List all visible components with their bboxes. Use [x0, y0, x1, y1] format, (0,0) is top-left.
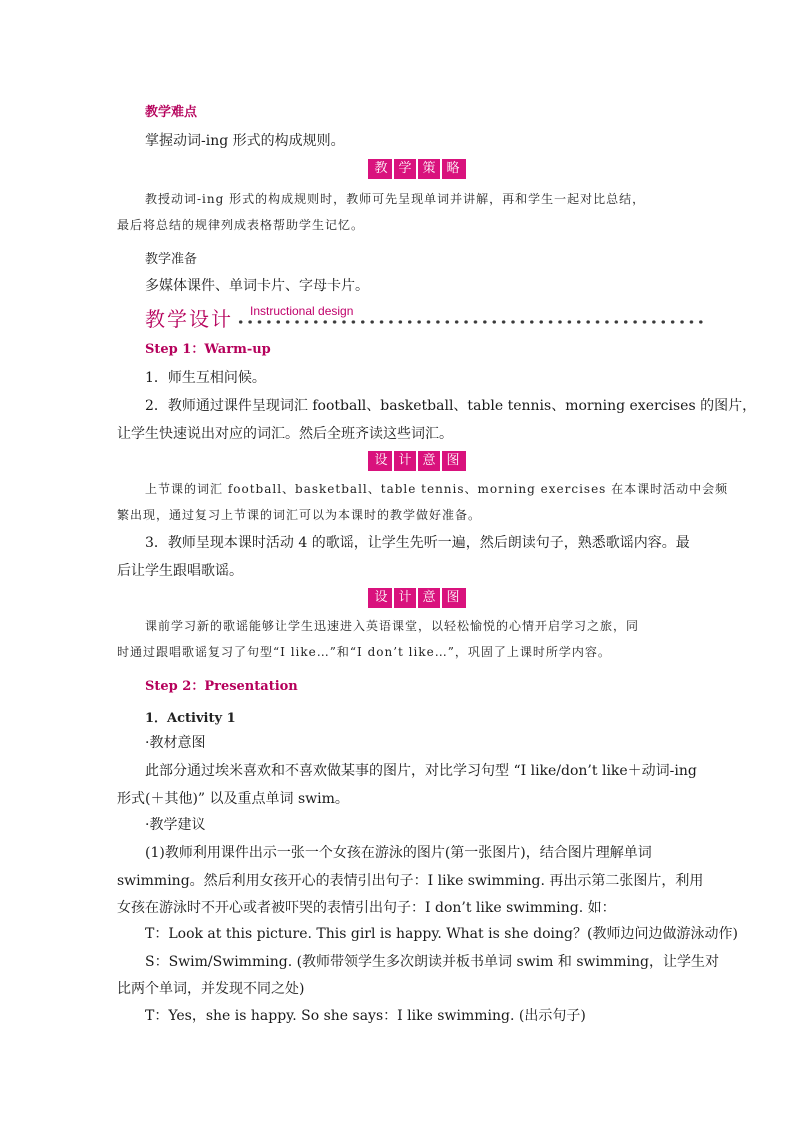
step1-item3-line2: 后让学生跟唱歌谣。: [117, 563, 243, 579]
suggest-line3: 女孩在游泳时不开心或者被吓哭的表情引出句子：I don’t like swimming. 如：: [117, 900, 616, 916]
intent-badge-char: 设: [374, 590, 388, 605]
prep-text: 多媒体课件、单词卡片、字母卡片。: [145, 278, 369, 294]
strategy-badge-char: 教: [374, 161, 388, 176]
intent-badge-char: 设: [374, 453, 388, 468]
intent-badge: [368, 588, 466, 608]
step1-item2-line2: 让学生快速说出对应的词汇。然后全班齐读这些词汇。: [117, 426, 453, 442]
difficulty-text: 掌握动词-ing 形式的构成规则。: [145, 133, 345, 149]
intent-badge-char: 意: [416, 588, 440, 608]
activity-heading: 1．Activity 1: [145, 711, 236, 726]
design-section-title: 教学设计: [145, 307, 233, 331]
dialogue-line: 比两个单词，并发现不同之处): [117, 981, 305, 997]
intent2-line1: 课前学习新的歌谣能够让学生迅速进入英语课堂，以轻松愉悦的心情开启学习之旅，同: [145, 619, 640, 633]
design-section-subtitle: Instructional design: [250, 304, 354, 318]
suggest-label: ·教学建议: [145, 817, 206, 833]
dialogue-line: S：Swim/Swimming. (教师带领学生多次朗读并板书单词 swim 和 swimming，让学生对: [145, 954, 719, 970]
prep-heading: 教学准备: [145, 252, 198, 267]
intent-badge-char: 意: [416, 451, 440, 471]
strategy-badge-char: 学: [392, 159, 416, 179]
section-dotted-rule: [236, 320, 708, 324]
intent-badge-char: 图: [440, 588, 464, 608]
suggest-line1: (1)教师利用课件出示一张一个女孩在游泳的图片(第一张图片)，结合图片理解单词: [145, 845, 652, 861]
step1-item3-line1: 3．教师呈现本课时活动 4 的歌谣，让学生先听一遍，然后朗读句子，熟悉歌谣内容。最: [145, 535, 690, 551]
dialogue-line: T：Yes，she is happy. So she says：I like swimming. (出示句子): [145, 1008, 586, 1024]
strategy-line: 最后将总结的规律列成表格帮助学生记忆。: [117, 218, 365, 232]
intent-badge-char: 计: [392, 451, 416, 471]
material-label: ·教材意图: [145, 735, 206, 751]
intent-badge: [368, 451, 466, 471]
step1-item2-line1: 2．教师通过课件呈现词汇 football、basketball、table tennis、morning exercises 的图片，: [145, 398, 757, 414]
step1-item1: 1．师生互相问候。: [145, 370, 266, 386]
strategy-badge-char: 策: [416, 159, 440, 179]
dialogue-line: T：Look at this picture. This girl is happy. What is she doing？(教师边问边做游泳动作): [145, 926, 738, 942]
difficulty-heading: 教学难点: [145, 105, 198, 120]
strategy-badge-char: 略: [440, 159, 464, 179]
intent1-line2: 繁出现，通过复习上节课的词汇可以为本课时的教学做好准备。: [117, 508, 482, 522]
step2-heading: Step 2：Presentation: [145, 679, 298, 694]
intent-badge-char: 计: [392, 588, 416, 608]
suggest-line2: swimming。然后利用女孩开心的表情引出句子：I like swimming. 再出示第二张图片，利用: [117, 873, 704, 889]
material-line2: 形式(＋其他)” 以及重点单词 swim。: [117, 791, 349, 807]
strategy-line: 教授动词-ing 形式的构成规则时，教师可先呈现单词并讲解，再和学生一起对比总结，: [145, 192, 646, 206]
step1-heading: Step 1：Warm-up: [145, 342, 271, 357]
strategy-badge: [368, 159, 466, 179]
intent1-line1: 上节课的词汇 football、basketball、table tennis、morning exercises 在本课时活动中会频: [145, 482, 729, 496]
intent-badge-char: 图: [440, 451, 464, 471]
intent2-line2: 时通过跟唱歌谣复习了句型“I like…”和“I don’t like…”，巩固了上课时所学内容。: [117, 645, 611, 659]
material-line1: 此部分通过埃米喜欢和不喜欢做某事的图片，对比学习句型 “I like/don’t like＋动词-ing: [145, 763, 697, 779]
